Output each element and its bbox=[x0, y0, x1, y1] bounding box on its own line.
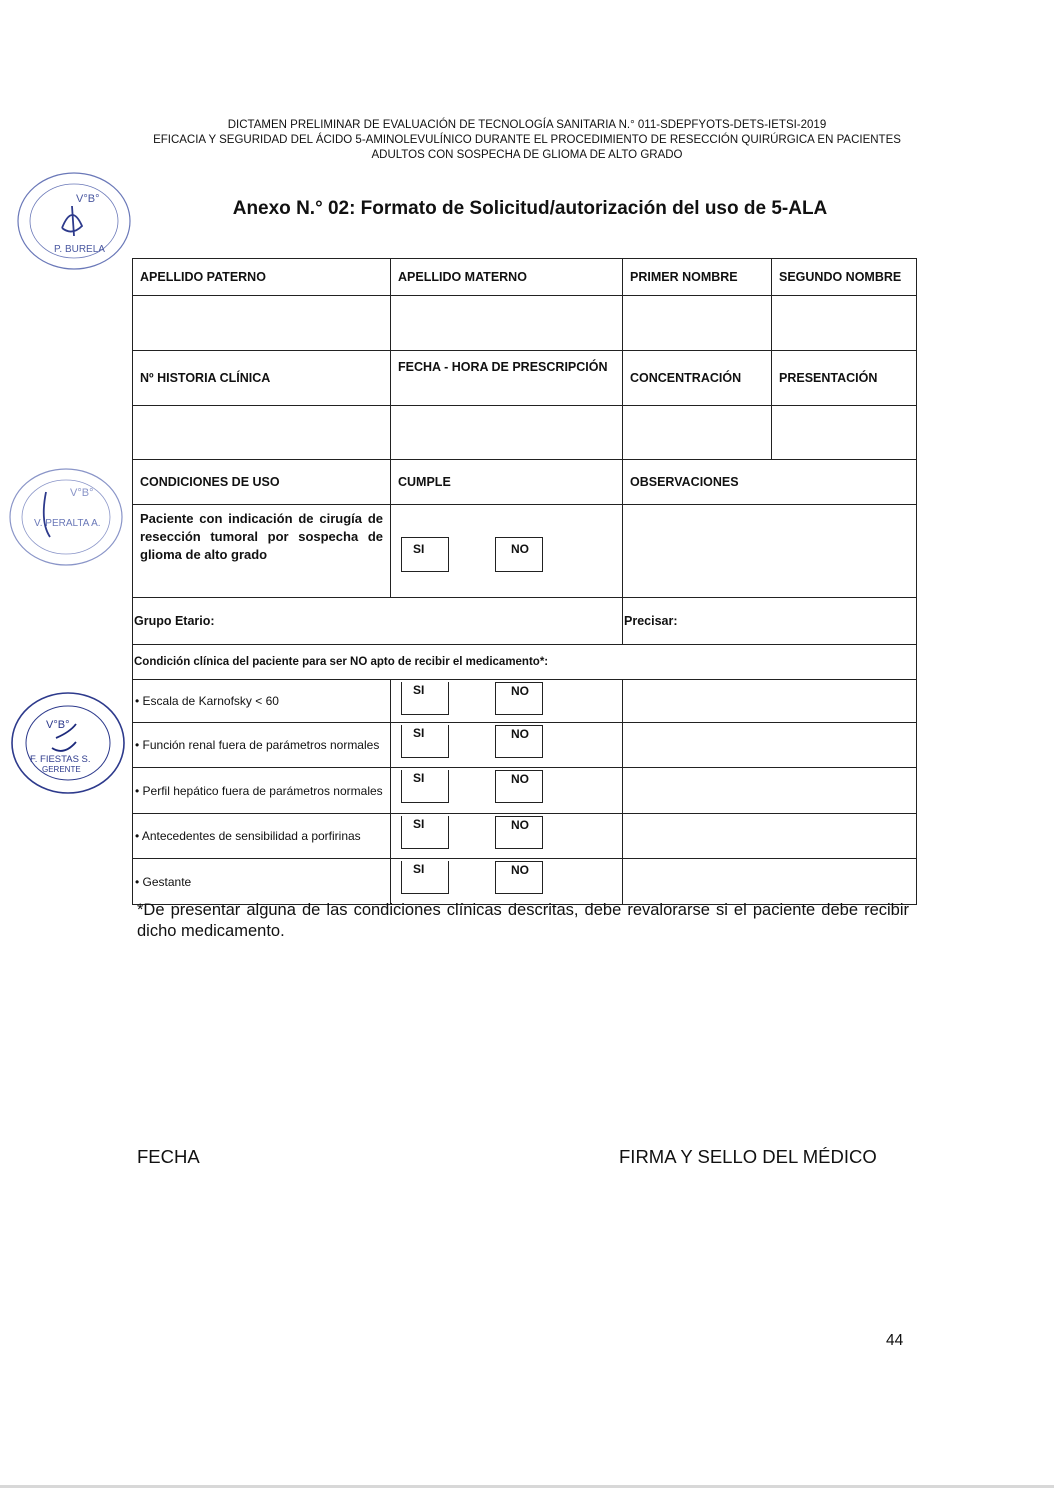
checkbox-no[interactable]: NO bbox=[495, 537, 543, 572]
field-observaciones-row[interactable] bbox=[623, 680, 917, 723]
condition-header: Condición clínica del paciente para ser NO apto de recibir el medicamento*: bbox=[133, 645, 917, 680]
indication-text: Paciente con indicación de cirugía de resección tumoral por sospecha de glioma de alto grado bbox=[140, 511, 383, 562]
checkbox-no[interactable]: NO bbox=[495, 816, 543, 849]
condition-label: • Gestante bbox=[133, 859, 391, 905]
label-grupo-etario: Grupo Etario: bbox=[133, 598, 623, 645]
checkbox-si[interactable]: SI bbox=[401, 816, 449, 849]
label-fecha-hora: FECHA - HORA DE PRESCRIPCIÓN bbox=[391, 351, 623, 406]
label-historia-clinica: Nº HISTORIA CLÍNICA bbox=[133, 351, 391, 406]
label-presentacion: PRESENTACIÓN bbox=[772, 351, 917, 406]
label-apellido-paterno: APELLIDO PATERNO bbox=[133, 259, 391, 296]
field-observaciones-row[interactable] bbox=[623, 814, 917, 859]
footnote: *De presentar alguna de las condiciones clínicas descritas, debe revalorarse si el paciente debe recibir dicho medicamento. bbox=[137, 901, 909, 940]
stamp-name: F. FIESTAS S. bbox=[30, 754, 91, 765]
label-apellido-materno: APELLIDO MATERNO bbox=[391, 259, 623, 296]
page-number: 44 bbox=[886, 1332, 904, 1349]
field-presentacion[interactable] bbox=[772, 406, 917, 460]
field-concentracion[interactable] bbox=[623, 406, 772, 460]
annex-title: Anexo N.° 02: Formato de Solicitud/autorización del uso de 5-ALA bbox=[232, 198, 828, 219]
stamp-name: V. PERALTA A. bbox=[34, 518, 101, 529]
signature-date-label: FECHA bbox=[137, 1146, 200, 1167]
vobo-stamp-icon bbox=[8, 688, 128, 798]
stamp-vobo: V°B° bbox=[76, 193, 100, 205]
condition-label: • Función renal fuera de parámetros normales bbox=[133, 723, 391, 768]
checkbox-si[interactable]: SI bbox=[401, 861, 449, 894]
field-observaciones[interactable] bbox=[623, 505, 917, 598]
vobo-stamp-icon bbox=[14, 166, 134, 276]
stamp-vobo: V°B° bbox=[46, 719, 70, 731]
field-fecha-hora[interactable] bbox=[391, 406, 623, 460]
checkbox-si[interactable]: SI bbox=[401, 725, 449, 758]
header-line-2: EFICACIA Y SEGURIDAD DEL ÁCIDO 5-AMINOLEVULÍNICO DURANTE EL PROCEDIMIENTO DE RESECCIÓN QUIRÚRGICA EN PACIENTES bbox=[153, 134, 901, 146]
field-apellido-materno[interactable] bbox=[391, 296, 623, 351]
label-precisar: Precisar: bbox=[623, 598, 917, 645]
checkbox-si[interactable]: SI bbox=[401, 682, 449, 715]
label-observaciones: OBSERVACIONES bbox=[623, 460, 917, 505]
condition-label: • Perfil hepático fuera de parámetros normales bbox=[133, 768, 391, 814]
header-line-1: DICTAMEN PRELIMINAR DE EVALUACIÓN DE TECNOLOGÍA SANITARIA N.° 011-SDEPFYOTS-DETS-IETSI-2019 bbox=[227, 119, 827, 131]
authorization-form bbox=[132, 258, 917, 905]
vobo-stamp-icon bbox=[6, 462, 126, 572]
field-observaciones-row[interactable] bbox=[623, 768, 917, 814]
signature-doctor-label: FIRMA Y SELLO DEL MÉDICO bbox=[619, 1146, 877, 1167]
checkbox-no[interactable]: NO bbox=[495, 861, 543, 894]
document-header bbox=[0, 118, 1054, 163]
label-concentracion: CONCENTRACIÓN bbox=[623, 351, 772, 406]
checkbox-no[interactable]: NO bbox=[495, 725, 543, 758]
condition-label: • Antecedentes de sensibilidad a porfirinas bbox=[133, 814, 391, 859]
label-condiciones-uso: CONDICIONES DE USO bbox=[133, 460, 391, 505]
field-observaciones-row[interactable] bbox=[623, 723, 917, 768]
field-historia-clinica[interactable] bbox=[133, 406, 391, 460]
field-primer-nombre[interactable] bbox=[623, 296, 772, 351]
checkbox-si[interactable]: SI bbox=[401, 770, 449, 803]
condition-label: • Escala de Karnofsky < 60 bbox=[133, 680, 391, 723]
header-line-3: ADULTOS CON SOSPECHA DE GLIOMA DE ALTO GRADO bbox=[371, 149, 683, 161]
stamp-name: P. BURELA bbox=[54, 244, 105, 255]
field-observaciones-row[interactable] bbox=[623, 859, 917, 905]
field-segundo-nombre[interactable] bbox=[772, 296, 917, 351]
stamp-vobo: V°B° bbox=[70, 487, 94, 499]
label-segundo-nombre: SEGUNDO NOMBRE bbox=[772, 259, 917, 296]
label-cumple: CUMPLE bbox=[391, 460, 623, 505]
field-apellido-paterno[interactable] bbox=[133, 296, 391, 351]
checkbox-si[interactable]: SI bbox=[401, 537, 449, 572]
stamp-sub: GERENTE bbox=[42, 765, 81, 774]
checkbox-no[interactable]: NO bbox=[495, 770, 543, 803]
label-primer-nombre: PRIMER NOMBRE bbox=[623, 259, 772, 296]
checkbox-no[interactable]: NO bbox=[495, 682, 543, 715]
